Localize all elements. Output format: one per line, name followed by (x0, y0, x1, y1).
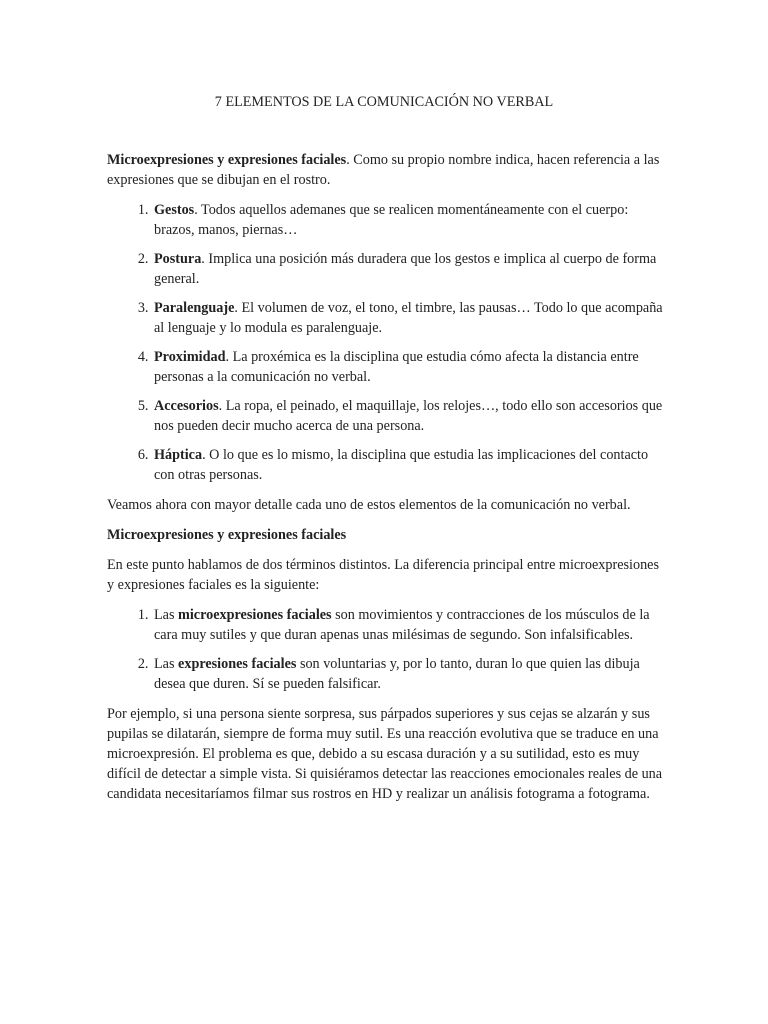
list-item (152, 298, 667, 338)
item-term: Háptica (154, 447, 203, 463)
item-text: . Implica una posición más duradera que los gestos e implica al cuerpo de forma general. (154, 251, 657, 287)
list-item (152, 347, 667, 387)
item-prefix: Las (154, 656, 179, 672)
list-item (152, 396, 667, 436)
item-text: son voluntarias y, por lo tanto, duran lo que quien las dibuja desea que duren. Sí se pueden falsificar. (154, 656, 640, 692)
item-text: . Todos aquellos ademanes que se realicen momentáneamente con el cuerpo: brazos, manos, piernas… (154, 202, 629, 238)
list-item (152, 605, 667, 645)
list-item (152, 200, 667, 240)
item-term: Accesorios (154, 398, 219, 414)
document-body (107, 150, 667, 814)
item-text: . La proxémica es la disciplina que estudia cómo afecta la distancia entre personas a la comunicación no verbal. (154, 349, 639, 385)
differences-list (107, 605, 667, 694)
item-term: microexpresiones faciales (178, 607, 332, 623)
list-item (152, 654, 667, 694)
item-term: expresiones faciales (178, 656, 297, 672)
elements-list (107, 200, 667, 485)
section-intro-paragraph: En este punto hablamos de dos términos distintos. La diferencia principal entre microexpresiones y expresiones faciales es la siguiente: (107, 557, 659, 593)
document-title: 7 ELEMENTOS DE LA COMUNICACIÓN NO VERBAL (214, 94, 554, 110)
item-term: Paralenguaje (154, 300, 235, 316)
detail-paragraph: Veamos ahora con mayor detalle cada uno de estos elementos de la comunicación no verbal. (107, 497, 631, 513)
item-prefix: Las (154, 607, 179, 623)
intro-paragraph (107, 150, 667, 190)
item-term: Postura (154, 251, 202, 267)
intro-text: . Como su propio nombre indica, hacen referencia a las expresiones que se dibujan en el rostro. (107, 152, 660, 188)
intro-term: Microexpresiones y expresiones faciales (107, 152, 347, 168)
list-item (152, 445, 667, 485)
item-text: . O lo que es lo mismo, la disciplina que estudia las implicaciones del contacto con otras personas. (154, 447, 649, 483)
closing-paragraph: Por ejemplo, si una persona siente sorpresa, sus párpados superiores y sus cejas se alzarán y sus pupilas se dilatarán, siempre de forma muy sutil. Es una reacción evolutiva que se traduce en una microexpresión. El problema es que, debido a su escasa duración y a su sutilidad, esto es muy difícil de detectar a simple vista. Si quisiéramos detectar las reacciones emocionales reales de una candidata necesitaríamos filmar sus rostros en HD y realizar un análisis fotograma a fotograma. (107, 706, 663, 802)
item-text: . El volumen de voz, el tono, el timbre, las pausas… Todo lo que acompaña al lenguaje y lo modula es paralenguaje. (154, 300, 663, 336)
section-heading: Microexpresiones y expresiones faciales (107, 527, 347, 543)
item-term: Proximidad (154, 349, 226, 365)
list-item (152, 249, 667, 289)
item-term: Gestos (154, 202, 195, 218)
item-text: son movimientos y contracciones de los músculos de la cara muy sutiles y que duran apenas unas milésimas de segundo. Son infalsificables. (154, 607, 650, 643)
item-text: . La ropa, el peinado, el maquillaje, los relojes…, todo ello son accesorios que nos pueden decir mucho acerca de una persona. (154, 398, 663, 434)
